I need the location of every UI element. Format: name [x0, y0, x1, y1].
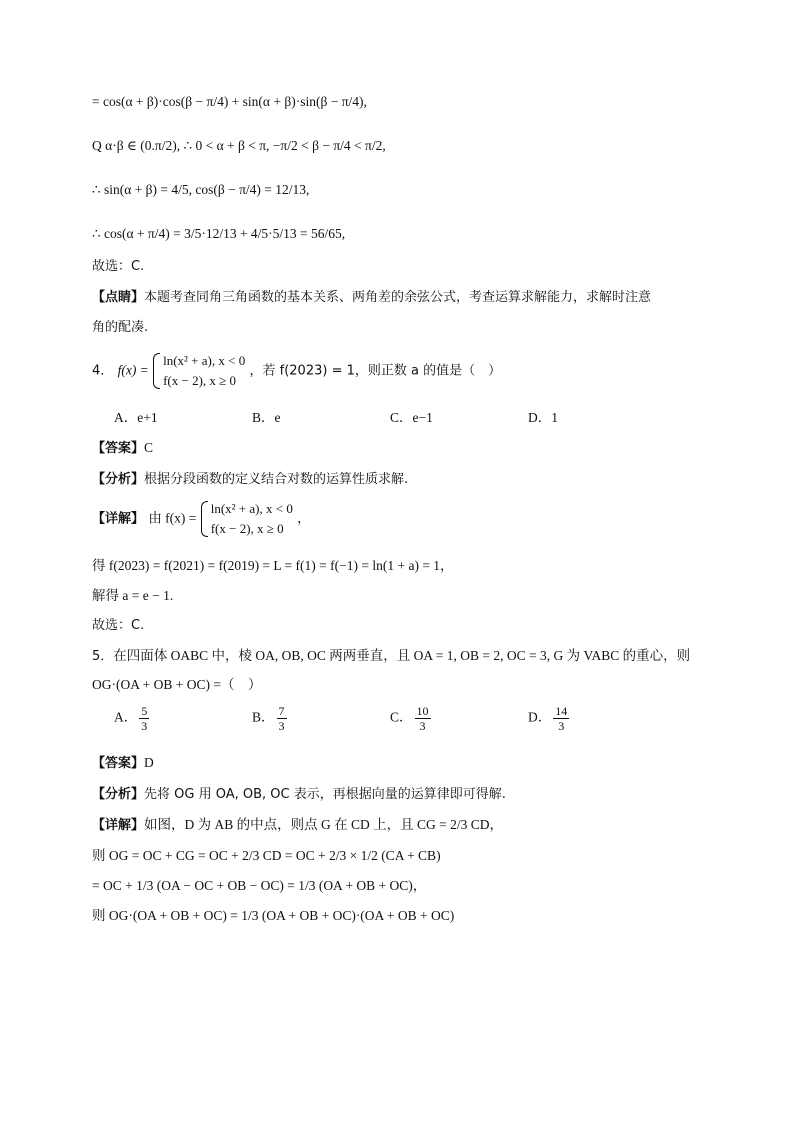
analysis-text: 根据分段函数的定义结合对数的运算性质求解. [144, 472, 409, 487]
analysis-text: 先将 OG 用 OA, OB, OC 表示，再根据向量的运算律即可得解. [144, 787, 506, 802]
answer-tag: 【答案】 [92, 756, 145, 771]
option-d: D． $\frac{14}{3}$ [528, 704, 568, 733]
analysis-line [92, 468, 712, 491]
document-page [92, 80, 712, 927]
question-4-options [92, 407, 712, 429]
option-b: B．e [252, 410, 281, 425]
detail-line-1 [92, 814, 712, 837]
detail-line-4: 则 OG·(OA + OB + OC) = 1/3 (OA + OB + OC)·(OA + OB + OC) [92, 908, 455, 923]
remark-line-1 [92, 286, 712, 309]
question-stem: 在四面体 OABC 中，棱 OA, OB, OC 两两垂直，且 OA = 1, OB = 2, OC = 3, G 为 VABC 的重心，则 [113, 648, 691, 663]
answer-line [92, 752, 712, 775]
question-number: 5． [92, 649, 114, 664]
option-a: A． $\frac{5}{3}$ [114, 704, 148, 733]
option-b: B． $\frac{7}{3}$ [252, 704, 285, 733]
question-number: 4． [92, 363, 114, 379]
question-stem-tail: ，若 f(2023) = 1，则正数 a 的值是（ ） [249, 363, 502, 379]
remark-line-2: 角的配凑. [92, 320, 149, 335]
solution-line-2: Q α·β ∈ (0.π/2), ∴ 0 < α + β < π, −π/2 < β − π/4 < π/2, [92, 138, 386, 153]
conclusion-line: 故选：C. [92, 259, 145, 274]
detail-tag: 【详解】 [92, 818, 145, 833]
detail-tag: 【详解】 [92, 511, 145, 527]
answer-line [92, 437, 712, 460]
detail-step-2: 解得 a = e − 1. [92, 588, 174, 603]
solution-line-1: = cos(α + β)·cos(β − π/4) + sin(α + β)·sin(β − π/4), [92, 94, 367, 109]
option-c: C． $\frac{10}{3}$ [390, 704, 429, 733]
detail-lead: 由 f(x) = [148, 510, 197, 526]
function-label: f(x) = [117, 362, 149, 378]
answer-tag: 【答案】 [92, 441, 145, 456]
solution-line-4: ∴ cos(α + π/4) = 3/5·12/13 + 4/5·5/13 = 56/65, [92, 226, 346, 241]
answer-value: C [144, 440, 154, 455]
analysis-tag: 【分析】 [92, 787, 145, 802]
analysis-tag: 【分析】 [92, 472, 145, 487]
option-c: C．e−1 [390, 410, 433, 425]
remark-text: 本题考查同角三角函数的基本关系、两角差的余弦公式，考查运算求解能力，求解时注意 [144, 290, 652, 305]
answer-value: D [144, 755, 154, 770]
solution-line-3: ∴ sin(α + β) = 4/5, cos(β − π/4) = 12/13, [92, 182, 310, 197]
piecewise-function [153, 351, 245, 391]
analysis-line [92, 783, 712, 806]
question-4-stem [92, 351, 712, 399]
detail-text-1: 如图，D 为 AB 的中点，则点 G 在 CD 上，且 CG = 2/3 CD， [144, 817, 504, 832]
question-5-stem-2: OG·(OA + OB + OC) =（ ） [92, 677, 262, 692]
piecewise-case-2: f(x − 2), x ≥ 0 [163, 373, 237, 388]
detail-step-1: 得 f(2023) = f(2021) = f(2019) = L = f(1) = f(−1) = ln(1 + a) = 1， [92, 558, 454, 573]
detail-conclusion: 故选：C. [92, 618, 145, 633]
question-5-options [92, 704, 712, 744]
detail-line-3: = OC + 1/3 (OA − OC + OB − OC) = 1/3 (OA + OB + OC)， [92, 878, 427, 893]
option-d: D．1 [528, 410, 558, 425]
question-5-stem-1 [92, 645, 712, 668]
option-a: A．e+1 [114, 410, 158, 425]
detail-line-2: 则 OG = OC + CG = OC + 2/3 CD = OC + 2/3 × 1/2 (CA + CB) [92, 848, 441, 863]
remark-tag: 【点睛】 [92, 290, 145, 305]
piecewise-case-1: ln(x² + a), x < 0 [163, 353, 246, 368]
piecewise-function-repeat: ln(x² + a), x < 0 f(x − 2), x ≥ 0 [201, 499, 293, 539]
detail-line-1: 【详解】 由 f(x) = ln(x² + a), x < 0 f(x − 2), x ≥ 0 ， [92, 499, 712, 547]
